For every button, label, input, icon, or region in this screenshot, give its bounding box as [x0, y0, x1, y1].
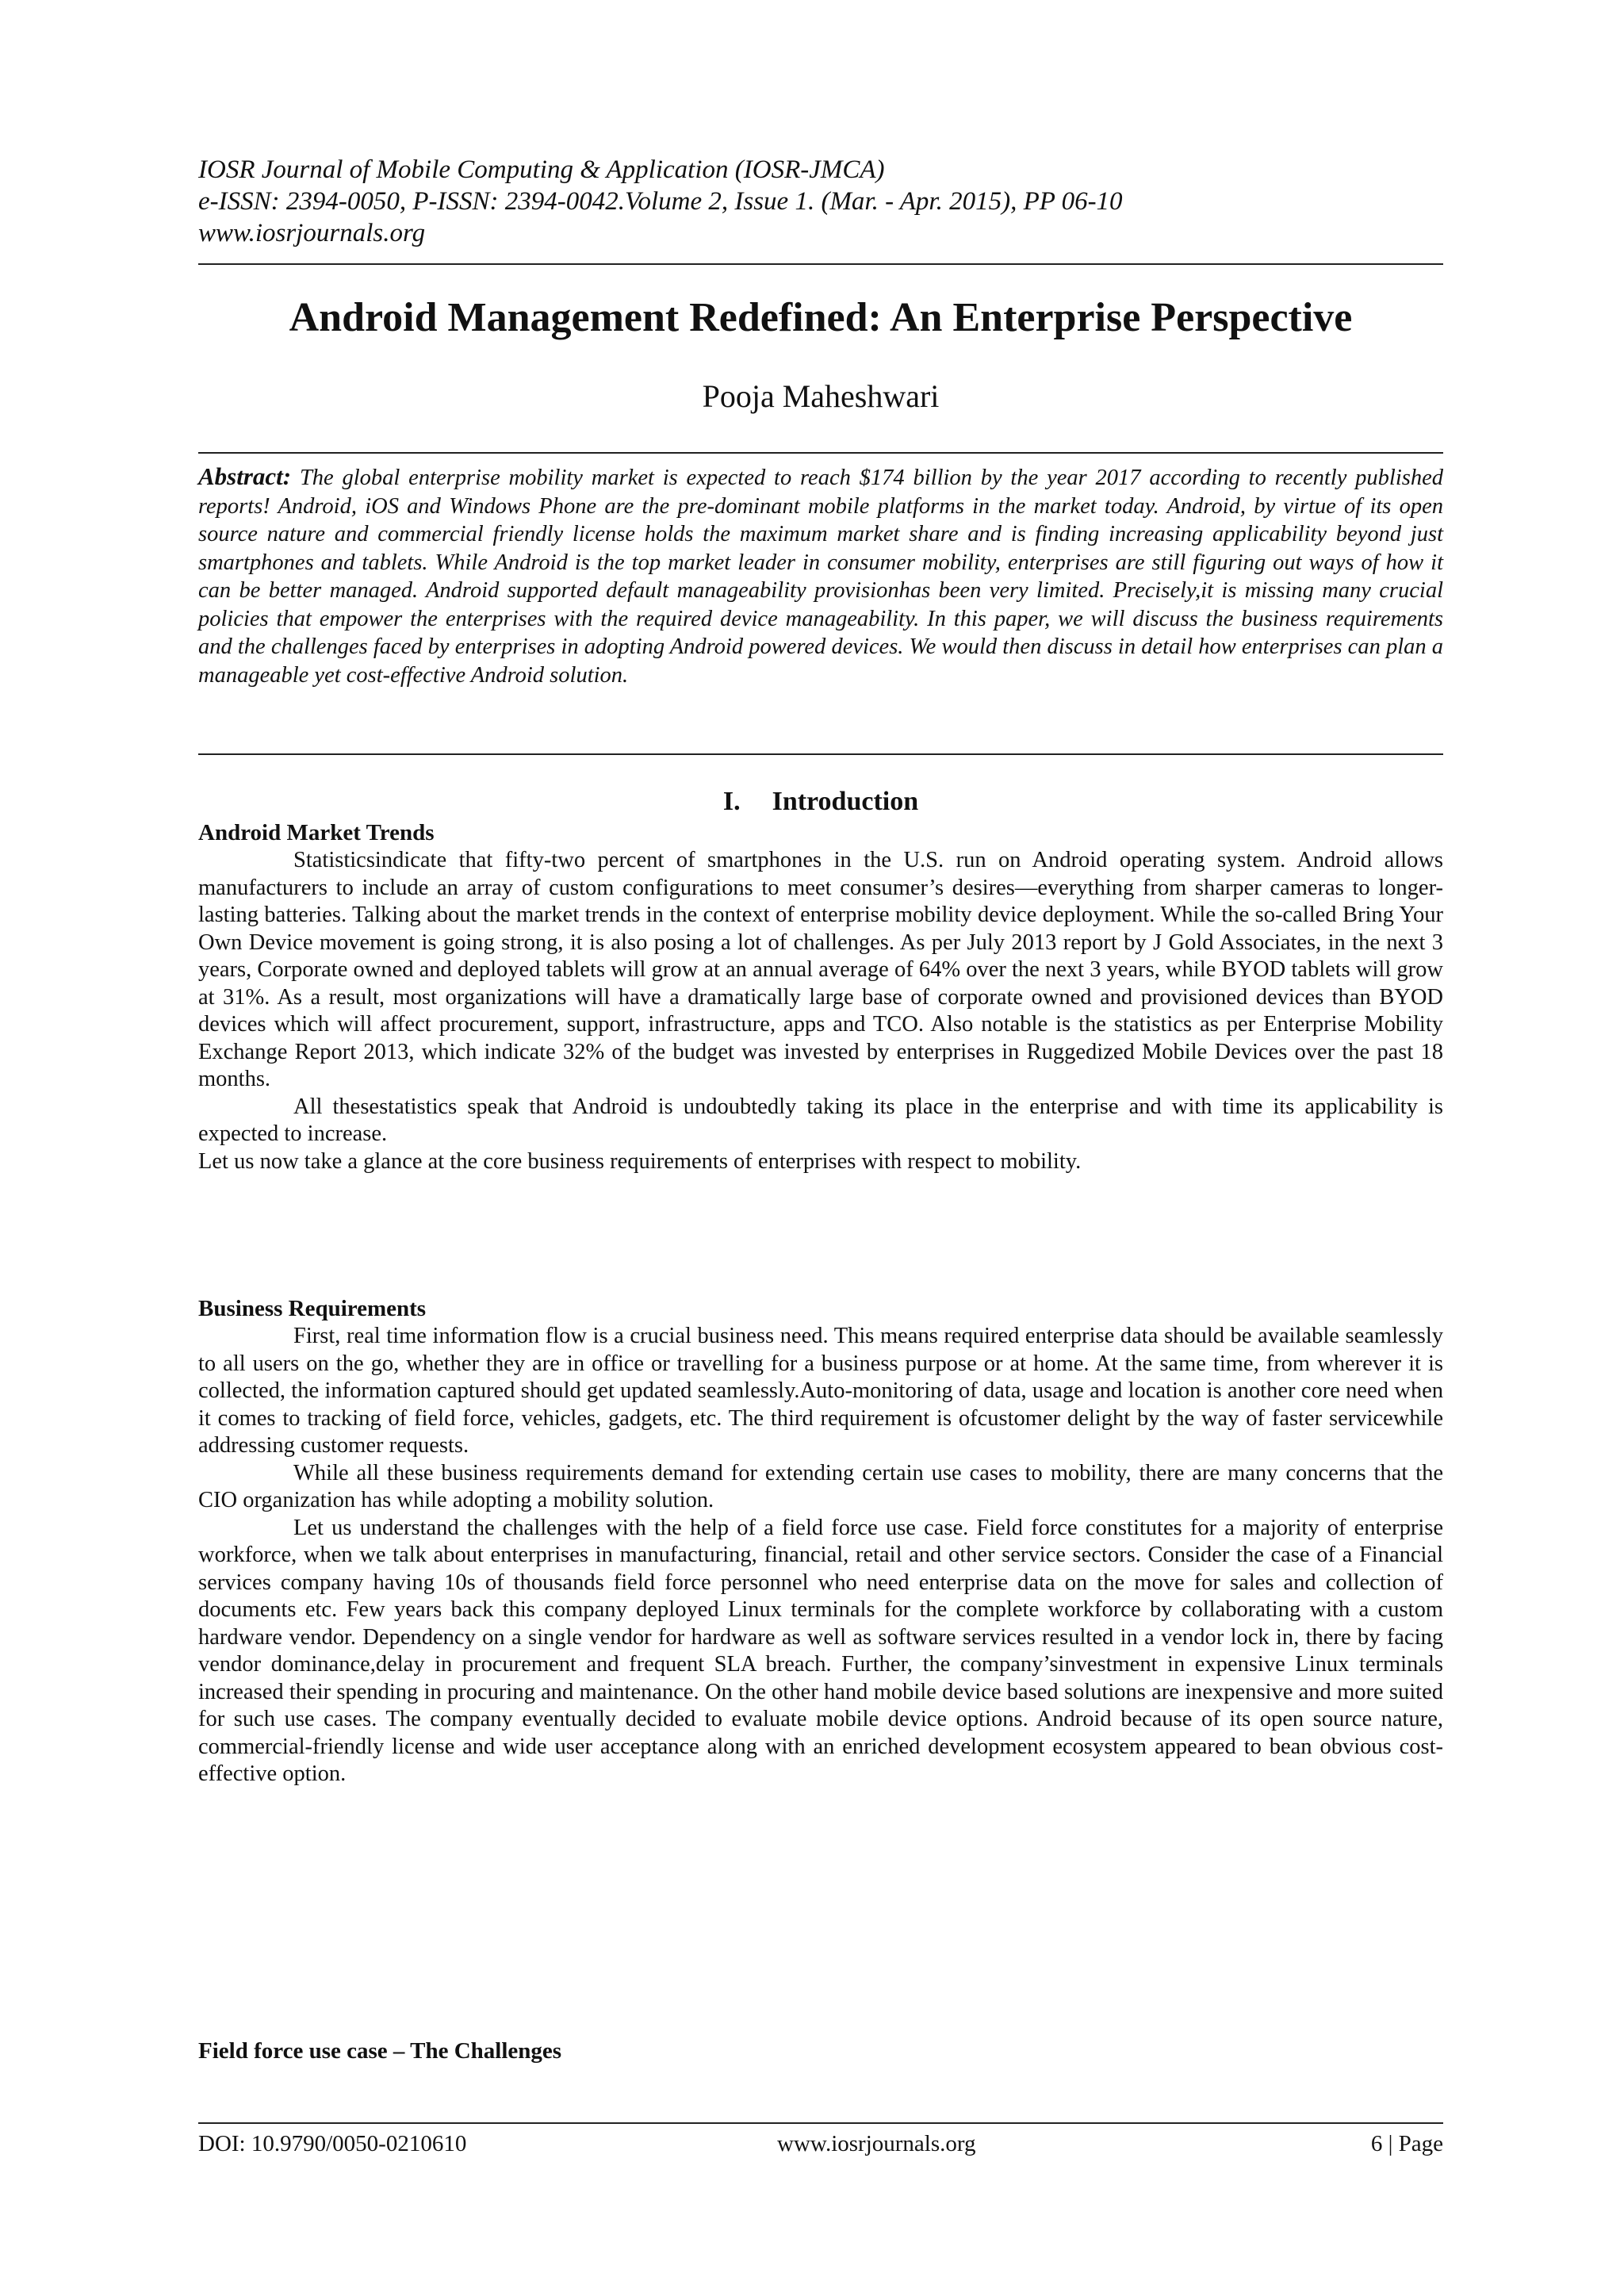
footer-page-number: 6 | Page: [1370, 2131, 1443, 2156]
abstract: [198, 462, 1443, 689]
subheading-market-trends: Android Market Trends: [198, 820, 435, 845]
abstract-text: The global enterprise mobility market is expected to reach $174 billion by the year 2017 according to recently published reports! Android, iOS and Windows Phone are the pre-dominant mobile platforms in the market today. Android, by virtue of its open source nature and commercial friendly license holds the maximum market share and is finding increasing applicability beyond just smartphones and tablets. While Android is the top market leader in consumer mobility, enterprises are still figuring out ways of how it can be better managed. Android supported default manageability provisionhas been very limited. Precisely,it is missing many crucial policies that empower the enterprises with the required device manageability. In this paper, we will discuss the business requirements and the challenges faced by enterprises in adopting Android powered devices. We would then discuss in detail how enterprises can plan a manageable yet cost-effective Android solution.: [198, 466, 1443, 688]
challenges-section: [198, 2037, 1443, 2065]
abstract-label: Abstract:: [198, 462, 292, 490]
footer-rule: [198, 2122, 1443, 2124]
business-requirements-section: [198, 1294, 1443, 1788]
paragraph: All thesestatistics speak that Android is undoubtedly taking its place in the enterprise and with time its applicability is expected to increase.: [198, 1094, 1443, 1146]
paragraph: While all these business requirements demand for extending certain use cases to mobility, there are many concerns that the CIO organization has while adopting a mobility solution.: [198, 1460, 1443, 1512]
paragraph: First, real time information flow is a crucial business need. This means required enterprise data should be available seamlessly to all users on the go, whether they are in office or travelling for a business purpose or at home. At the same time, from wherever it is collected, the information captured should get updated seamlessly.Auto-monitoring of data, usage and location is another core need when it comes to tracking of field force, vehicles, gadgets, etc. The third requirement is ofcustomer delight by the way of faster servicewhile addressing customer requests.: [198, 1324, 1443, 1458]
header-rule: [198, 263, 1443, 265]
abstract-top-rule: [198, 452, 1443, 454]
journal-header: [198, 154, 1443, 249]
section-title: Introduction: [772, 787, 919, 816]
paragraph: Let us understand the challenges with the help of a field force use case. Field force constitutes for a majority of enterprise workforce, when we talk about enterprises in manufacturing, financial, retail and other service sectors. Consider the case of a Financial services company having 10s of thousands field force personnel who need enterprise data on the move for sales and collection of documents etc. Few years back this company deployed Linux terminals for the complete workforce by collaborating with a custom hardware vendor. Dependency on a single vendor for hardware as well as software services resulted in a vendor lock in, there by facing vendor dominance,delay in procurement and frequent SLA breach. Further, the company’sinvestment in expensive Linux terminals increased their spending in procuring and maintenance. On the other hand mobile device based solutions are inexpensive and more suited for such use cases. The company eventually decided to evaluate mobile device options. Android because of its open source nature, commercial-friendly license and wide user acceptance along with an enriched development ecosystem appeared to bean obvious cost-effective option.: [198, 1515, 1443, 1786]
paper-title: Android Management Redefined: An Enterprise Perspective: [289, 295, 1353, 340]
paragraph: Statisticsindicate that fifty-two percent of smartphones in the U.S. run on Android operating system. Android allows manufacturers to include an array of custom configurations to meet consumer’s desires—everything from sharper cameras to longer-lasting batteries. Talking about the market trends in the context of enterprise mobility device deployment. While the so-called Bring Your Own Device movement is going strong, it is also posing a lot of challenges. As per July 2013 report by J Gold Associates, in the next 3 years, Corporate owned and deployed tablets will grow at an annual average of 64% over the next 3 years, while BYOD tablets will grow at 31%. As a result, most organizations will have a dramatically large base of corporate owned and provisioned devices than BYOD devices which will affect procurement, support, infrastructure, apps and TCO. Also notable is the statistics as per Enterprise Mobility Exchange Report 2013, which indicate 32% of the budget was invested by enterprises in Ruggedized Mobile Devices over the past 18 months.: [198, 848, 1443, 1091]
subheading-business-requirements: Business Requirements: [198, 1296, 427, 1321]
footer-website: www.iosrjournals.org: [777, 2131, 976, 2156]
abstract-bottom-rule: [198, 753, 1443, 755]
paper-author: Pooja Maheshwari: [702, 378, 940, 414]
section-heading-introduction: [198, 785, 1443, 818]
journal-issn: e-ISSN: 2394-0050, P-ISSN: 2394-0042.Volume 2, Issue 1. (Mar. - Apr. 2015), PP 06-10: [198, 187, 1123, 216]
subheading-challenges: Field force use case – The Challenges: [198, 2038, 562, 2064]
market-trends-section: [198, 818, 1443, 1175]
paper-page: [198, 0, 1443, 2296]
section-number: I.: [722, 787, 741, 816]
footer-doi: DOI: 10.9790/0050-0210610: [198, 2131, 467, 2156]
journal-name: IOSR Journal of Mobile Computing & Application (IOSR-JMCA): [198, 155, 885, 184]
paragraph: Let us now take a glance at the core business requirements of enterprises with respect to mobility.: [198, 1148, 1082, 1174]
journal-website: www.iosrjournals.org: [198, 219, 426, 247]
